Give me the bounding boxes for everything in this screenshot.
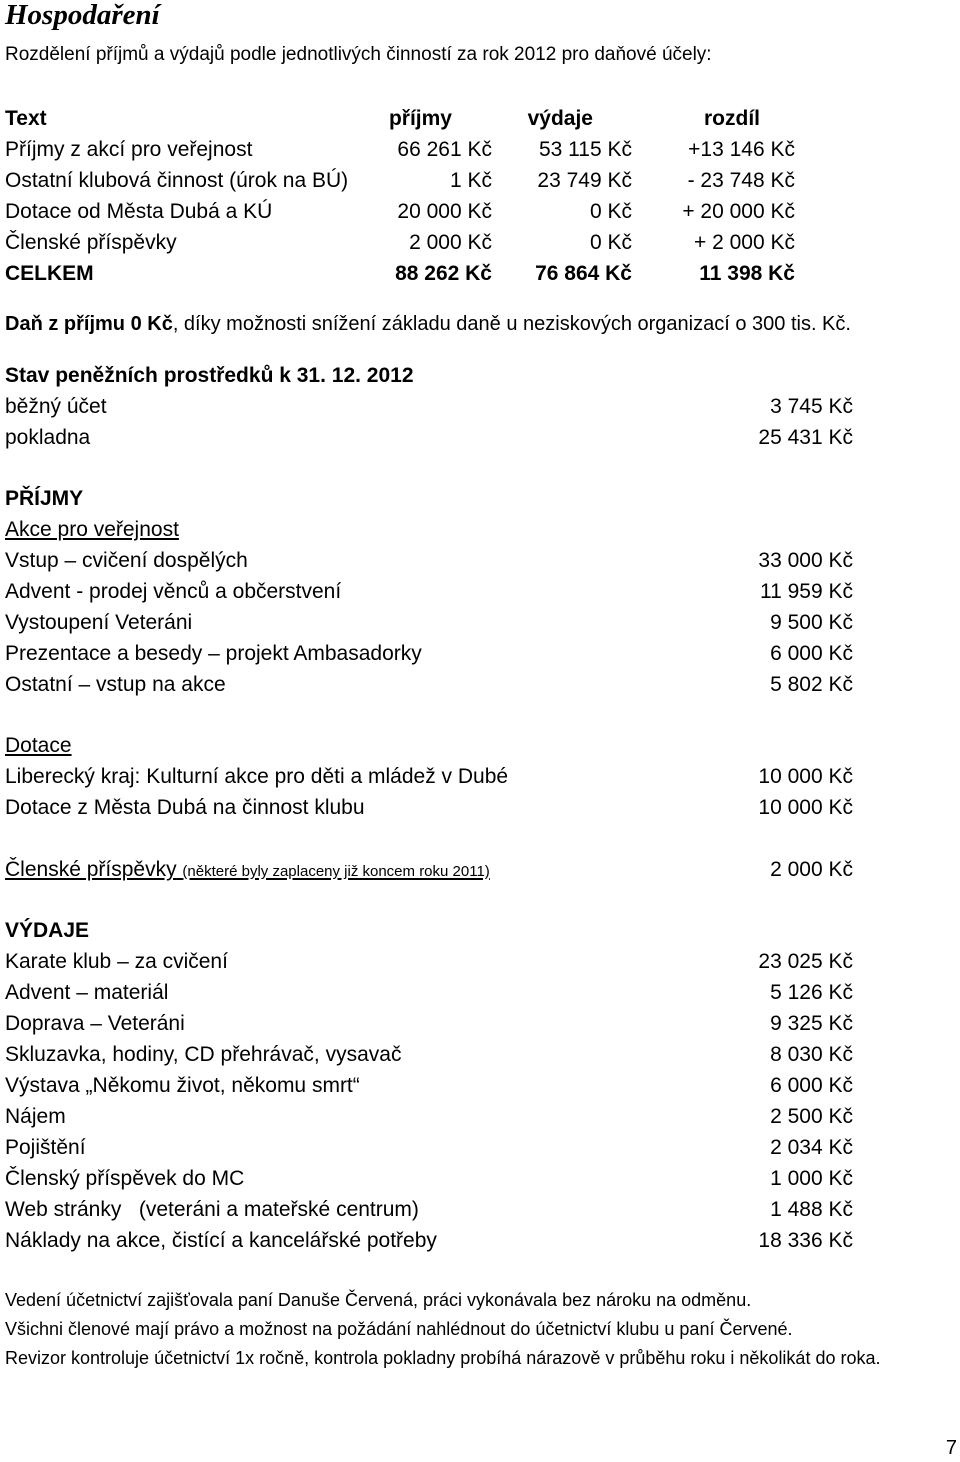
item-amount: 1 488 Kč	[770, 1198, 853, 1221]
table-row	[5, 227, 805, 258]
item-label: Advent - prodej věnců a občerstvení	[5, 580, 342, 603]
item-label: Prezentace a besedy – projekt Ambasadorky	[5, 642, 422, 665]
grants-title-row	[5, 730, 853, 761]
item-amount: 10 000 Kč	[758, 765, 853, 788]
item-amount: 11 959 Kč	[759, 580, 853, 603]
item-label: Pojištění	[5, 1136, 86, 1159]
expenses-heading: VÝDAJE	[5, 919, 90, 942]
item-label: Doprava – Veteráni	[5, 1012, 185, 1035]
item-amount: 6 000 Kč	[770, 642, 853, 665]
row-expenses: 23 749 Kč	[537, 169, 632, 192]
item-amount: 33 000 Kč	[758, 549, 853, 572]
item-amount: 6 000 Kč	[770, 1074, 853, 1097]
expenses-heading-row	[5, 915, 853, 946]
item-label: Vystoupení Veteráni	[5, 611, 193, 634]
tax-explanation: , díky možnosti snížení základu daně u neziskových organizací o 300 tis. Kč.	[172, 313, 851, 335]
income-heading: PŘÍJMY	[5, 487, 84, 510]
row-label: Dotace od Města Dubá a KÚ	[5, 200, 273, 223]
tax-amount: Daň z příjmu 0 Kč	[5, 313, 173, 335]
membership-amount: 2 000 Kč	[770, 858, 853, 881]
list-item	[5, 422, 853, 453]
footer-notes	[5, 1286, 960, 1373]
row-label: Příjmy z akcí pro veřejnost	[5, 138, 253, 161]
item-label: Výstava „Někomu život, někomu smrt“	[5, 1074, 360, 1097]
row-expenses: 53 115 Kč	[538, 138, 632, 161]
row-income: 20 000 Kč	[397, 200, 492, 223]
list-item	[5, 1039, 853, 1070]
funds-heading-row	[5, 360, 853, 391]
table-row	[5, 165, 805, 196]
item-label: pokladna	[5, 426, 91, 449]
header-expenses: výdaje	[527, 107, 593, 130]
funds-section	[5, 360, 853, 453]
total-expenses: 76 864 Kč	[535, 262, 632, 285]
item-amount: 2 500 Kč	[770, 1105, 853, 1128]
row-income: 1 Kč	[449, 169, 492, 192]
item-amount: 2 034 Kč	[770, 1136, 853, 1159]
item-amount: 23 025 Kč	[758, 950, 853, 973]
list-item	[5, 761, 853, 792]
membership-note: (některé byly zaplaceny již koncem roku 2011)	[182, 863, 490, 880]
total-difference: 11 398 Kč	[699, 262, 795, 285]
row-difference: +13 146 Kč	[688, 138, 795, 161]
item-label: běžný účet	[5, 395, 107, 418]
item-label: Nájem	[5, 1105, 66, 1128]
footer-audit-note: Revizor kontroluje účetnictví 1x ročně, kontrola pokladny probíhá nárazově v průběhu roku i několikát do roka.	[5, 1348, 881, 1368]
list-item	[5, 792, 853, 823]
row-income: 2 000 Kč	[409, 231, 492, 254]
item-label: Liberecký kraj: Kulturní akce pro děti a mládež v Dubé	[5, 765, 509, 788]
list-item	[5, 1225, 853, 1256]
row-label: Ostatní klubová činnost (úrok na BÚ)	[5, 169, 349, 192]
row-label: Členské příspěvky	[5, 231, 177, 254]
row-income: 66 261 Kč	[397, 138, 492, 161]
list-item	[5, 977, 853, 1008]
total-label: CELKEM	[5, 262, 94, 285]
list-item	[5, 1101, 853, 1132]
total-income: 88 262 Kč	[395, 262, 492, 285]
item-amount: 5 802 Kč	[770, 673, 853, 696]
item-amount: 10 000 Kč	[758, 796, 853, 819]
item-label: Náklady na akce, čistící a kancelářské potřeby	[5, 1229, 437, 1252]
table-total-row	[5, 258, 805, 289]
page-title: Hospodaření	[5, 0, 160, 31]
item-label: Ostatní – vstup na akce	[5, 673, 226, 696]
header-income: příjmy	[388, 107, 452, 130]
item-label: Advent – materiál	[5, 981, 169, 1004]
row-difference: + 20 000 Kč	[682, 200, 795, 223]
income-section	[5, 483, 853, 700]
item-amount: 1 000 Kč	[770, 1167, 853, 1190]
membership-title: Členské příspěvky	[5, 858, 177, 881]
public-events-title-row	[5, 514, 853, 545]
item-label: Dotace z Města Dubá na činnost klubu	[5, 796, 365, 819]
item-label: Web stránky (veteráni a mateřské centrum)	[5, 1198, 419, 1221]
item-label: Vstup – cvičení dospělých	[5, 549, 248, 572]
item-label: Členský příspěvek do MC	[5, 1167, 245, 1190]
public-events-title: Akce pro veřejnost	[5, 518, 179, 541]
list-item	[5, 1070, 853, 1101]
item-amount: 25 431 Kč	[758, 426, 853, 449]
table-header-row	[5, 103, 805, 134]
tax-statement	[5, 310, 851, 338]
item-amount: 5 126 Kč	[770, 981, 853, 1004]
footer-accounting-note: Vedení účetnictví zajišťovala paní Danuše Červená, práci vykonávala bez nároku na odměnu.	[5, 1290, 752, 1310]
list-item	[5, 669, 853, 700]
row-expenses: 0 Kč	[589, 231, 632, 254]
row-difference: - 23 748 Kč	[687, 169, 795, 192]
table-row	[5, 134, 805, 165]
item-amount: 8 030 Kč	[770, 1043, 853, 1066]
row-expenses: 0 Kč	[589, 200, 632, 223]
membership-row	[5, 854, 853, 885]
list-item	[5, 1163, 853, 1194]
list-item	[5, 1132, 853, 1163]
footer-access-note: Všichni členové mají právo a možnost na požádání nahlédnout do účetnictví klubu u paní Červené.	[5, 1319, 793, 1339]
income-heading-row	[5, 483, 853, 514]
item-label: Skluzavka, hodiny, CD přehrávač, vysavač	[5, 1043, 402, 1066]
table-row	[5, 196, 805, 227]
list-item	[5, 946, 853, 977]
item-label: Karate klub – za cvičení	[5, 950, 228, 973]
funds-heading: Stav peněžních prostředků k 31. 12. 2012	[5, 364, 414, 387]
list-item	[5, 576, 853, 607]
page-number: 7	[945, 1437, 957, 1459]
intro-text: Rozdělení příjmů a výdajů podle jednotlivých činností za rok 2012 pro daňové účely:	[5, 44, 712, 65]
header-difference: rozdíl	[704, 107, 760, 130]
list-item	[5, 391, 853, 422]
membership-label	[5, 854, 490, 887]
expenses-section	[5, 915, 853, 1256]
list-item	[5, 638, 853, 669]
grants-section	[5, 730, 853, 823]
item-amount: 9 500 Kč	[770, 611, 853, 634]
grants-title: Dotace	[5, 734, 72, 757]
list-item	[5, 1008, 853, 1039]
tax-summary-table	[5, 103, 805, 289]
header-text: Text	[5, 107, 47, 130]
list-item	[5, 607, 853, 638]
membership-section	[5, 854, 853, 885]
item-amount: 3 745 Kč	[770, 395, 853, 418]
row-difference: + 2 000 Kč	[694, 231, 795, 254]
item-amount: 9 325 Kč	[770, 1012, 853, 1035]
item-amount: 18 336 Kč	[758, 1229, 853, 1252]
list-item	[5, 1194, 853, 1225]
list-item	[5, 545, 853, 576]
